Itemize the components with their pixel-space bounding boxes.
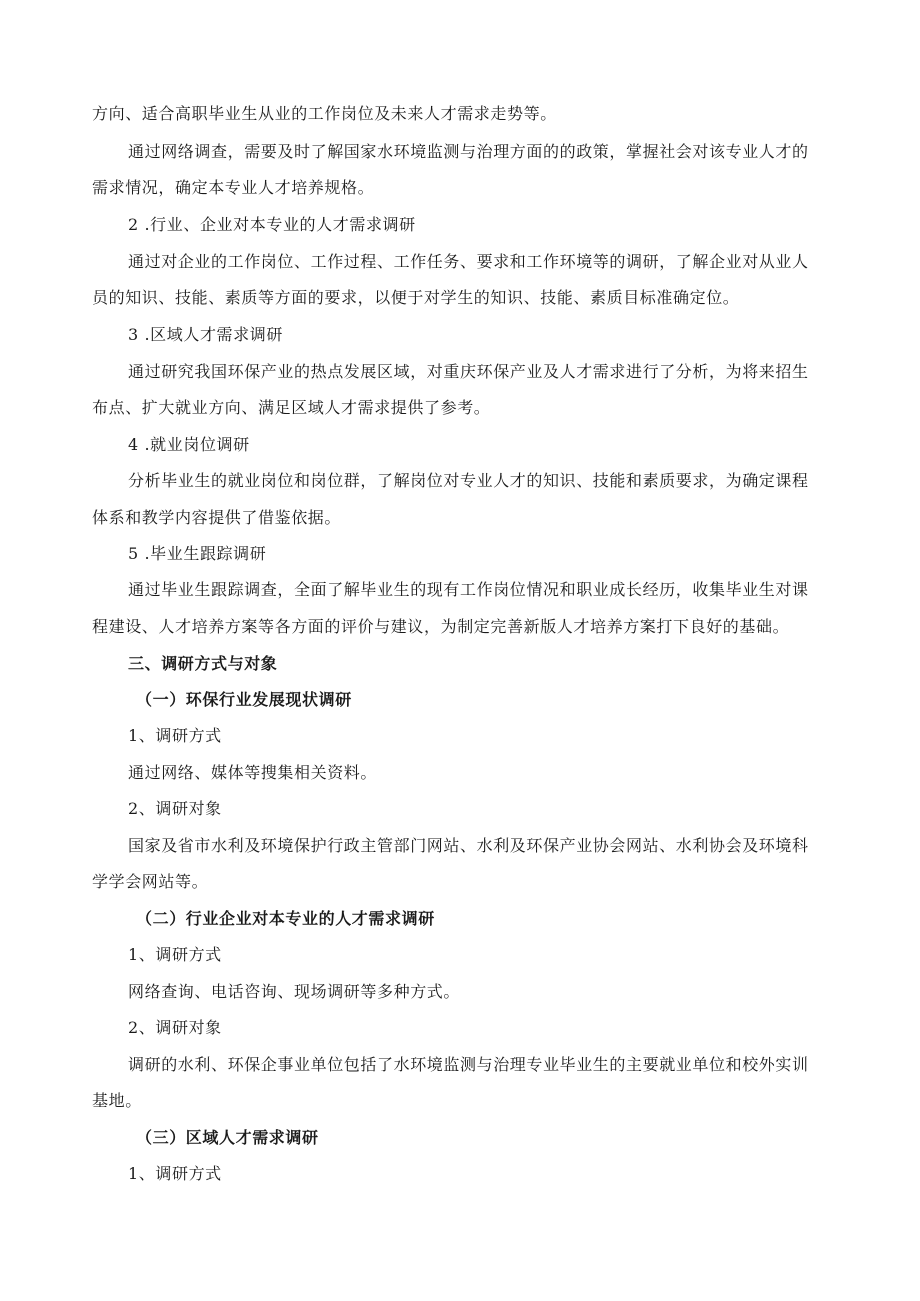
numbered-heading: 5 .毕业生跟踪调研 xyxy=(128,544,267,563)
paragraph-line: 体系和教学内容提供了借鉴依据。 xyxy=(92,508,342,527)
numbered-heading: 2 .行业、企业对本专业的人才需求调研 xyxy=(128,215,416,234)
subsection-heading: （一）环保行业发展现状调研 xyxy=(136,690,352,709)
list-label: 2、调研对象 xyxy=(128,799,222,818)
list-label: 1、调研方式 xyxy=(128,1164,222,1183)
subsection-heading: （三）区域人才需求调研 xyxy=(136,1128,319,1147)
numbered-heading: 4 .就业岗位调研 xyxy=(128,435,250,454)
paragraph-line: 调研的水利、环保企事业单位包括了水环境监测与治理专业毕业生的主要就业单位和校外实训 xyxy=(128,1055,809,1074)
paragraph-line: 学学会网站等。 xyxy=(92,872,209,891)
numbered-heading: 3 .区域人才需求调研 xyxy=(128,325,283,344)
paragraph-line: 国家及省市水利及环境保护行政主管部门网站、水利及环保产业协会网站、水利协会及环境科 xyxy=(128,836,809,855)
section-heading: 三、调研方式与对象 xyxy=(128,654,278,673)
paragraph-line: 通过研究我国环保产业的热点发展区域，对重庆环保产业及人才需求进行了分析，为将来招生 xyxy=(128,362,809,381)
paragraph-line: 基地。 xyxy=(92,1091,142,1110)
paragraph-line: 网络查询、电话咨询、现场调研等多种方式。 xyxy=(128,982,461,1001)
paragraph-line: 通过对企业的工作岗位、工作过程、工作任务、要求和工作环境等的调研，了解企业对从业人 xyxy=(128,252,809,271)
paragraph-line: 需求情况，确定本专业人才培养规格。 xyxy=(92,178,375,197)
paragraph-line: 员的知识、技能、素质等方面的要求，以便于对学生的知识、技能、素质目标准确定位。 xyxy=(92,288,740,307)
paragraph-line: 布点、扩大就业方向、满足区域人才需求提供了参考。 xyxy=(92,398,491,417)
paragraph-line: 程建设、人才培养方案等各方面的评价与建议，为制定完善新版人才培养方案打下良好的基础。 xyxy=(92,617,790,636)
paragraph-line: 通过毕业生跟踪调查，全面了解毕业生的现有工作岗位情况和职业成长经历，收集毕业生对课 xyxy=(128,580,809,599)
list-label: 1、调研方式 xyxy=(128,726,222,745)
subsection-heading: （二）行业企业对本专业的人才需求调研 xyxy=(136,909,435,928)
paragraph-line: 方向、适合高职毕业生从业的工作岗位及未来人才需求走势等。 xyxy=(92,104,557,123)
paragraph-line: 分析毕业生的就业岗位和岗位群，了解岗位对专业人才的知识、技能和素质要求，为确定课程 xyxy=(128,471,809,490)
paragraph-line: 通过网络、媒体等搜集相关资料。 xyxy=(128,763,378,782)
list-label: 2、调研对象 xyxy=(128,1018,222,1037)
paragraph-line: 通过网络调查，需要及时了解国家水环境监测与治理方面的的政策，掌握社会对该专业人才的 xyxy=(128,142,809,161)
list-label: 1、调研方式 xyxy=(128,945,222,964)
